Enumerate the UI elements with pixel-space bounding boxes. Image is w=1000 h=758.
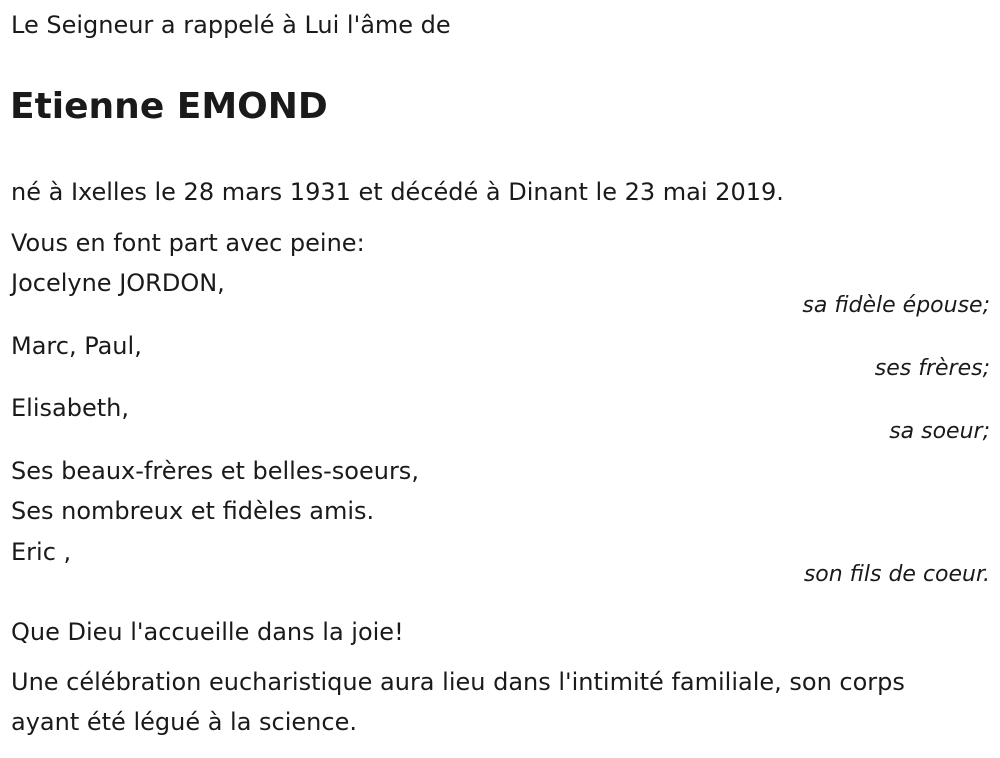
family-member-name: Elisabeth, xyxy=(11,394,129,422)
ceremony-text: Une célébration eucharistique aura lieu dans l'intimité familiale, son corps ayant été légué à la science. xyxy=(11,668,905,736)
announce-text: Vous en font part avec peine: xyxy=(11,229,365,257)
family-member-name: Jocelyne JORDON, xyxy=(11,269,225,297)
family-member-role: sa fidèle épouse; xyxy=(802,293,990,318)
family-member-name: Eric , xyxy=(11,538,72,566)
birth-death-text: né à Ixelles le 28 mars 1931 et décédé à Dinant le 23 mai 2019. xyxy=(11,178,784,206)
deceased-name: Etienne EMOND xyxy=(10,86,328,127)
family-member-name: Marc, Paul, xyxy=(11,332,142,360)
blessing-text: Que Dieu l'accueille dans la joie! xyxy=(11,618,404,646)
family-member-role: sa soeur; xyxy=(889,419,990,444)
intro-text: Le Seigneur a rappelé à Lui l'âme de xyxy=(11,11,451,39)
others-line: Ses beaux-frères et belles-soeurs, xyxy=(11,457,419,485)
family-member-role: ses frères; xyxy=(874,356,990,381)
family-member-role: son fils de coeur. xyxy=(803,562,990,587)
others-line: Ses nombreux et fidèles amis. xyxy=(11,497,375,525)
